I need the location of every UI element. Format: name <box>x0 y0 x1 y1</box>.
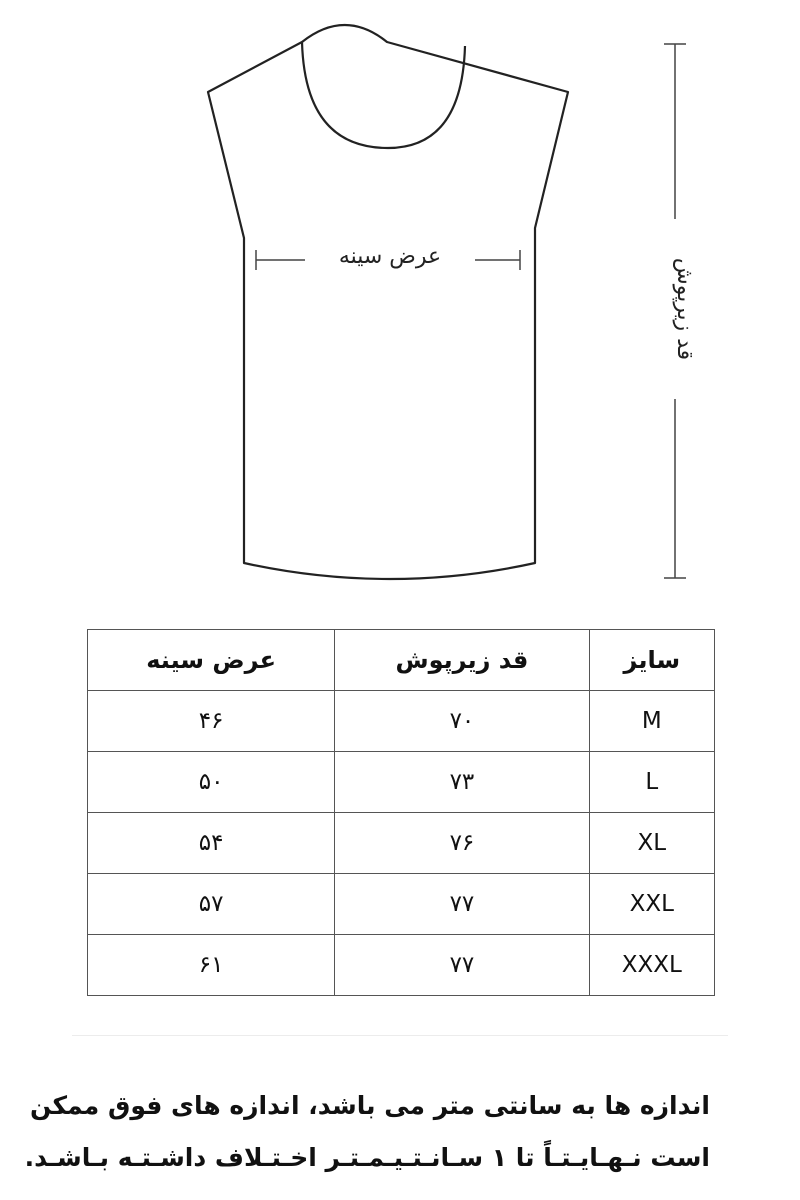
table-row <box>88 752 715 813</box>
section-divider <box>72 1035 728 1036</box>
header-size: سایز <box>589 630 714 691</box>
cell-length: ۷۷ <box>335 935 589 996</box>
table-row <box>88 813 715 874</box>
cell-chest: ۶۱ <box>88 935 335 996</box>
cell-length: ۷۰ <box>335 691 589 752</box>
size-table <box>87 629 715 996</box>
cell-chest: ۵۰ <box>88 752 335 813</box>
cell-chest: ۵۴ <box>88 813 335 874</box>
note-line-2: است نـهـایـتـاً تا ۱ سـانـتـیـمـتـر اخـتـلاف داشـتـه بـاشـد. <box>24 1143 710 1172</box>
size-note <box>24 1080 710 1184</box>
cell-size: M <box>589 691 714 752</box>
table-header-row <box>88 630 715 691</box>
table-row <box>88 691 715 752</box>
length-label: قد زیرپوش <box>667 219 701 399</box>
cell-size: XL <box>589 813 714 874</box>
cell-size: XXXL <box>589 935 714 996</box>
header-chest: عرض سینه <box>88 630 335 691</box>
note-line-1: اندازه ها به سانتی متر می باشد، اندازه های فوق ممکن <box>29 1091 710 1120</box>
cell-size: XXL <box>589 874 714 935</box>
chest-width-label: عرض سینه <box>305 240 475 274</box>
cell-length: ۷۷ <box>335 874 589 935</box>
header-length: قد زیرپوش <box>335 630 589 691</box>
cell-chest: ۵۷ <box>88 874 335 935</box>
cell-size: L <box>589 752 714 813</box>
undershirt-outline <box>208 25 568 579</box>
table-row <box>88 874 715 935</box>
cell-length: ۷۳ <box>335 752 589 813</box>
cell-length: ۷۶ <box>335 813 589 874</box>
table-row <box>88 935 715 996</box>
cell-chest: ۴۶ <box>88 691 335 752</box>
